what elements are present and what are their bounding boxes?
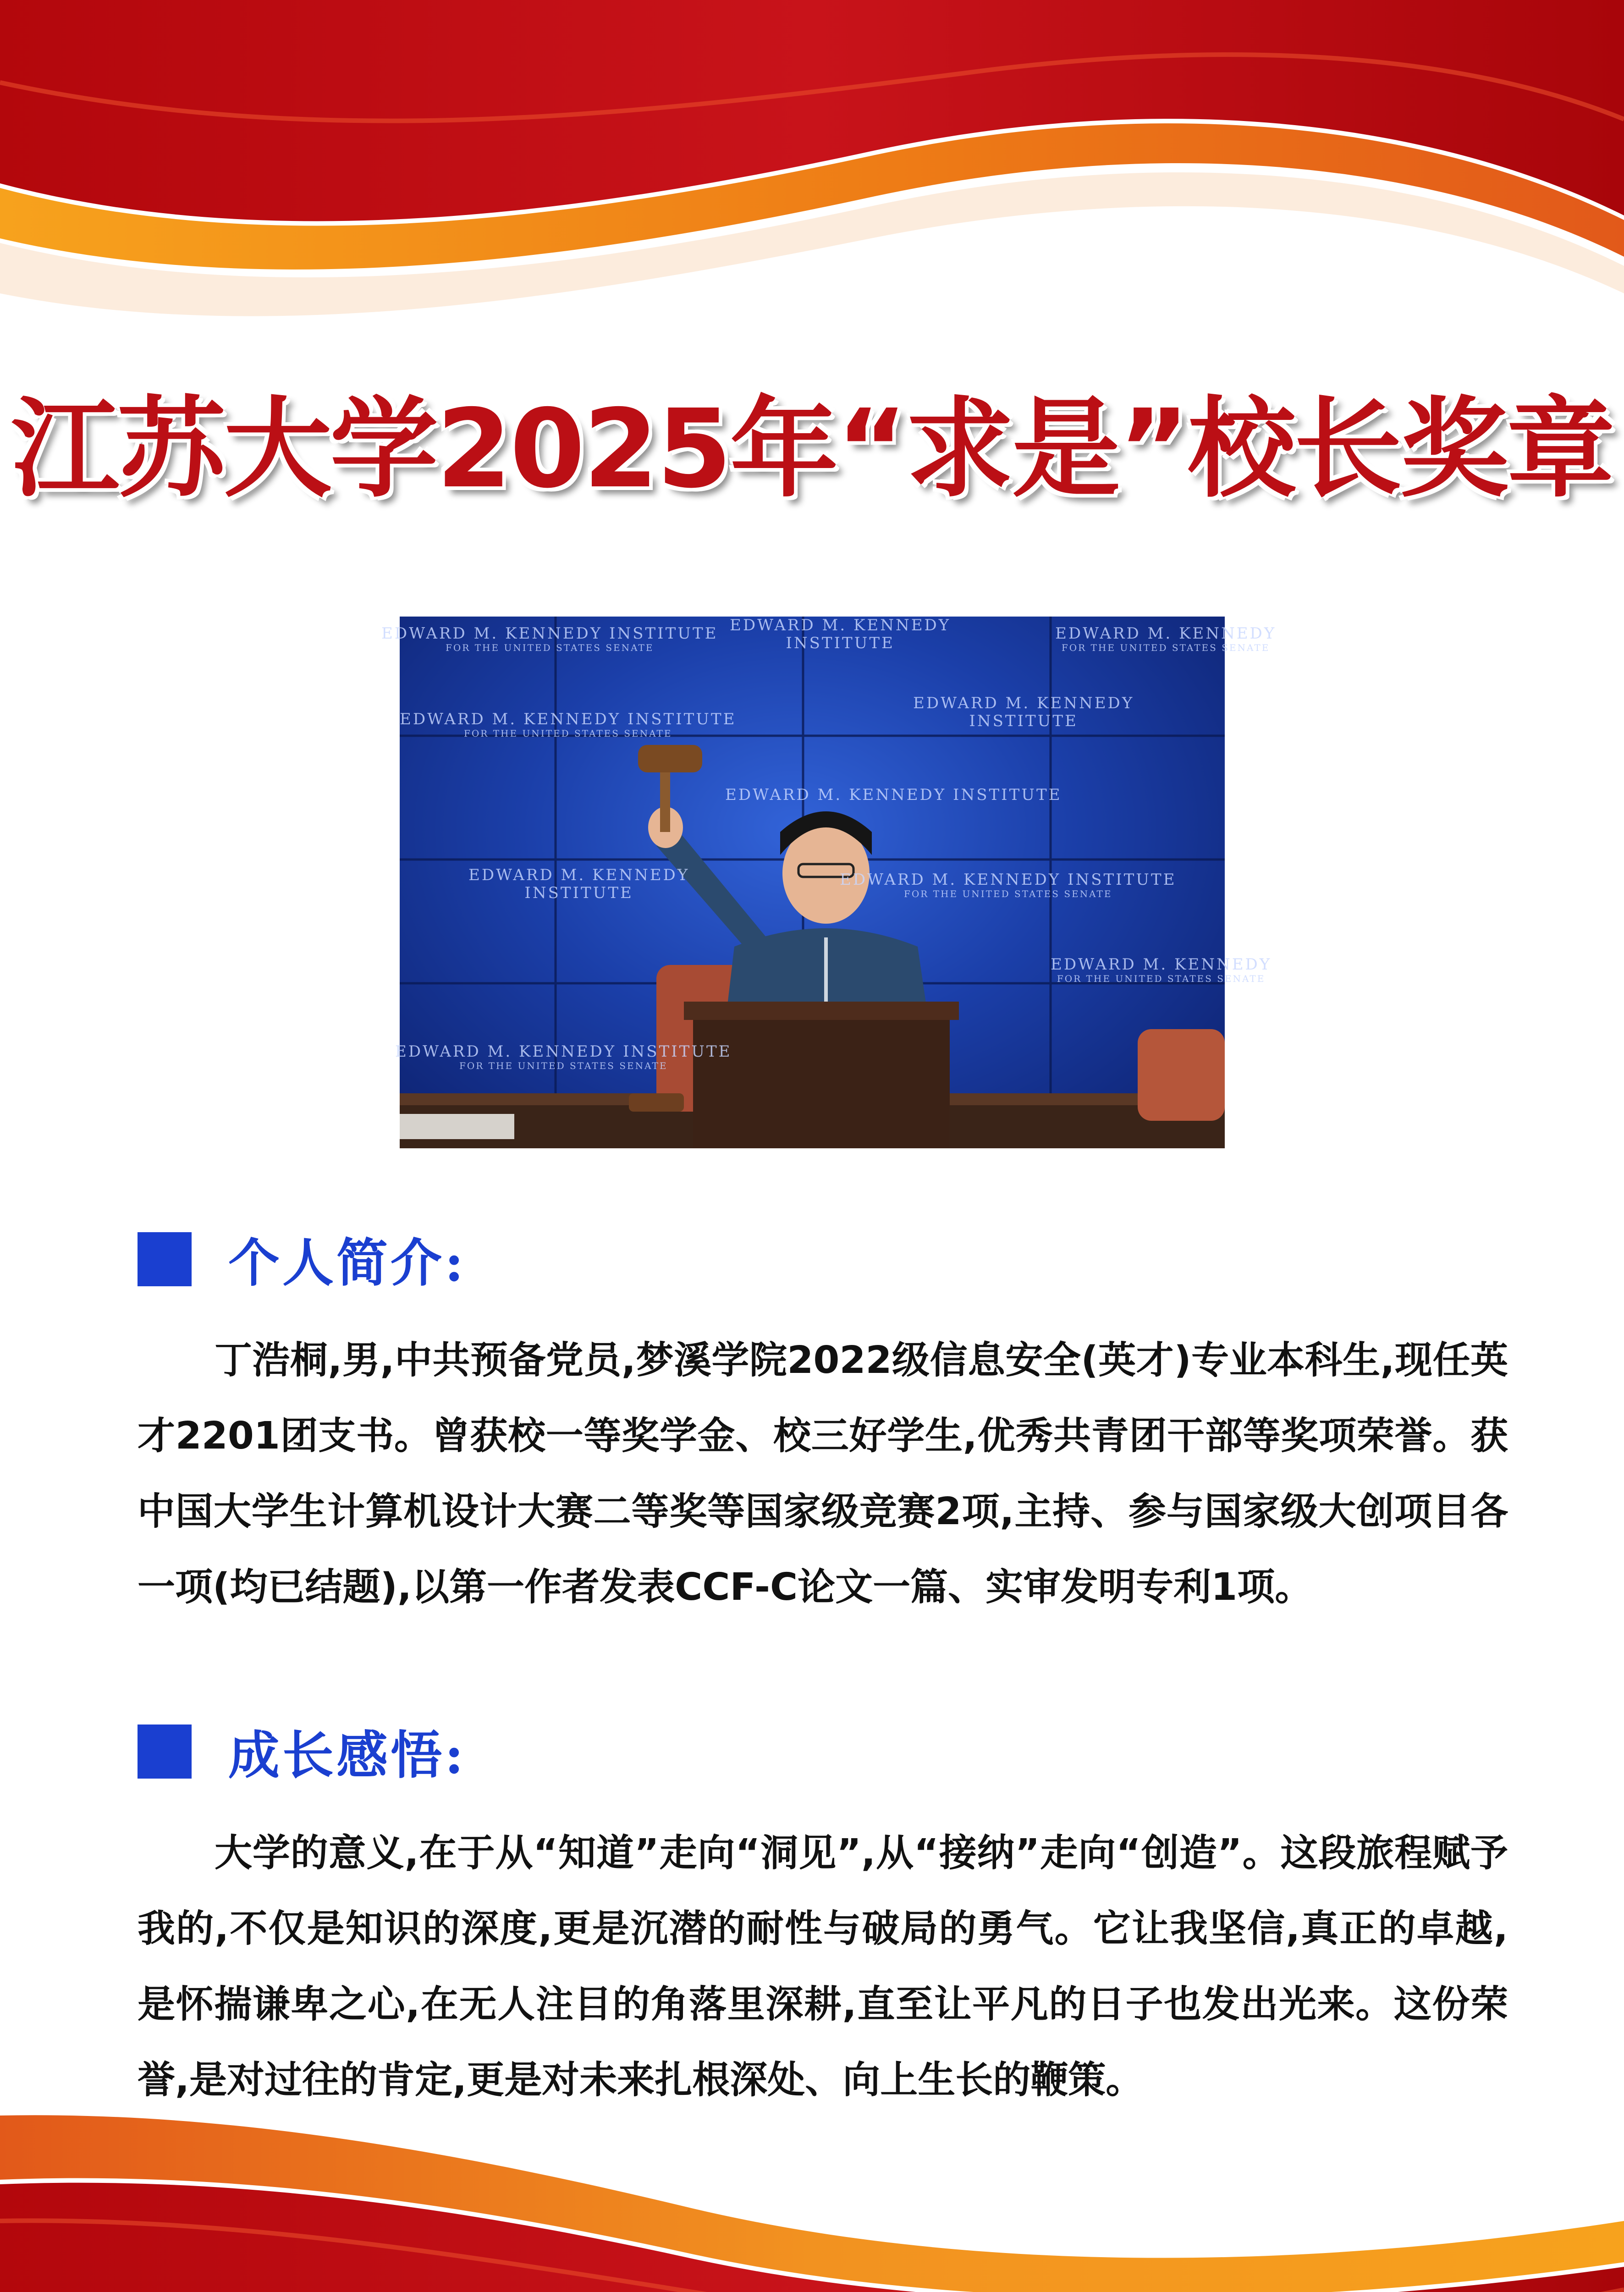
photo-watermark: EDWARD M. KENNEDY INSTITUTE FOR THE UNITED STATES SENATE (840, 871, 1177, 900)
bottom-wave-decoration (0, 2116, 1624, 2292)
photo-watermark: EDWARD M. KENNEDY INSTITUTE FOR THE UNITED STATES SENATE (400, 710, 737, 739)
photo-watermark: EDWARD M. KENNEDY INSTITUTE (730, 616, 951, 653)
section-heading-reflection (138, 1714, 466, 1788)
photo-watermark: EDWARD M. KENNEDY FOR THE UNITED STATES SENATE (1051, 955, 1272, 985)
heading-square-icon (138, 1232, 192, 1286)
photo-watermark: EDWARD M. KENNEDY INSTITUTE FOR THE UNITED STATES SENATE (381, 624, 718, 654)
photo-watermark: EDWARD M. KENNEDY INSTITUTE FOR THE UNITED STATES SENATE (395, 1042, 732, 1072)
heading-square-icon (138, 1725, 192, 1779)
poster-title: 江苏大学2025年“求是”校长奖章 (11, 386, 1613, 512)
photo-watermark: EDWARD M. KENNEDY INSTITUTE (913, 694, 1134, 731)
photo-watermark: EDWARD M. KENNEDY INSTITUTE (725, 786, 1062, 804)
section-heading-profile (138, 1222, 466, 1296)
photo-watermark: EDWARD M. KENNEDY INSTITUTE (468, 866, 690, 903)
reflection-paragraph: 大学的意义,在于从“知道”走向“洞见”,从“接纳”走向“创造”。这段旅程赋予我的,不仅是知识的深度,更是沉潜的耐性与破局的勇气。它让我坚信,真正的卓越,是怀揣谦卑之心,在无人注目的角落里深耕,直至让平凡的日子也发出光来。这份荣誉,是对过往的肯定,更是对未来扎根深处、向上生长的鞭策。 (138, 1831, 1508, 2102)
award-photo (381, 616, 1277, 1148)
section-heading-label: 成长感悟: (228, 1725, 467, 1785)
photo-watermark: EDWARD M. KENNEDY FOR THE UNITED STATES SENATE (1055, 624, 1277, 654)
profile-paragraph: 丁浩桐,男,中共预备党员,梦溪学院2022级信息安全(英才)专业本科生,现任英才2201团支书。曾获校一等奖学金、校三好学生,优秀共青团干部等奖项荣誉。获中国大学生计算机设计大赛二等奖等国家级竞赛2项,主持、参与国家级大创项目各一项(均已结题),以第一作者发表CCF-C论文一篇、实审发明专利1项。 (138, 1339, 1508, 1609)
section-heading-label: 个人简介: (228, 1233, 467, 1293)
